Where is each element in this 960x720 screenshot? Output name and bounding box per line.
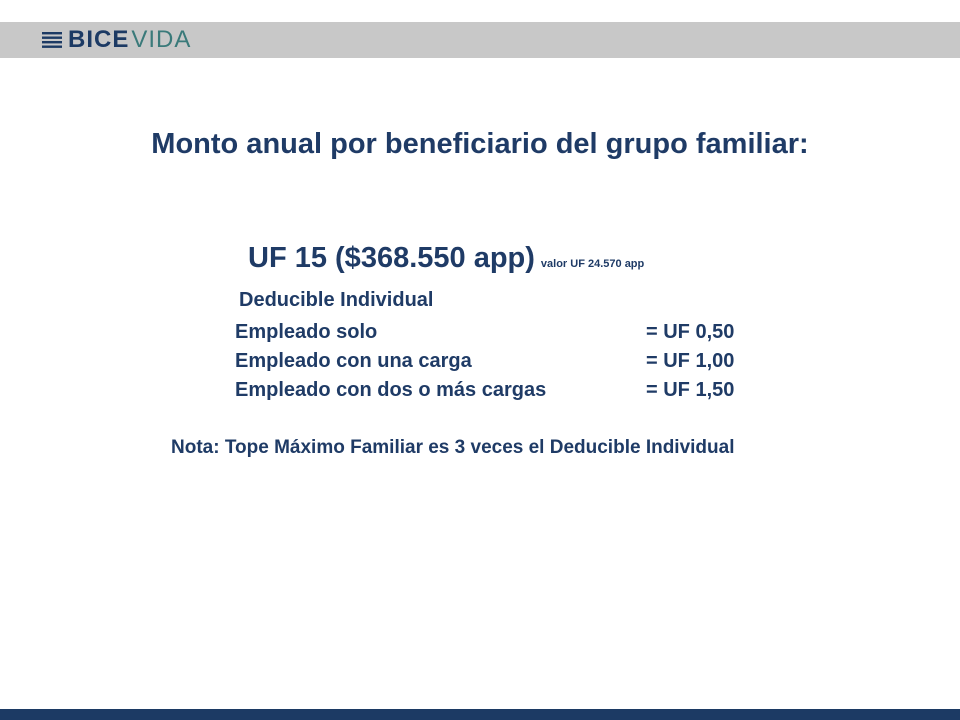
deductible-value: = UF 1,50 <box>646 379 735 401</box>
logo-text-bice: BICE <box>68 26 130 53</box>
logo-text-vida: VIDA <box>131 26 192 53</box>
deductible-title: Deducible Individual <box>239 289 434 311</box>
deductible-value: = UF 1,00 <box>646 350 735 372</box>
slide-title: Monto anual por beneficiario del grupo familiar: <box>151 128 809 160</box>
deductible-value: = UF 0,50 <box>646 321 735 343</box>
uf-value-note: valor UF 24.570 app <box>540 258 645 270</box>
family-cap-note: Nota: Tope Máximo Familiar es 3 veces el Deducible Individual <box>171 437 735 458</box>
bicevida-logo <box>42 28 191 52</box>
deductible-label: Empleado solo <box>235 321 378 343</box>
footer-bar <box>0 709 960 720</box>
deductible-label: Empleado con una carga <box>235 350 472 372</box>
deductible-label: Empleado con dos o más cargas <box>235 379 547 401</box>
amount-value: UF 15 ($368.550 app) <box>248 242 535 274</box>
logo-lines-icon <box>42 30 62 50</box>
annual-amount <box>248 242 644 275</box>
